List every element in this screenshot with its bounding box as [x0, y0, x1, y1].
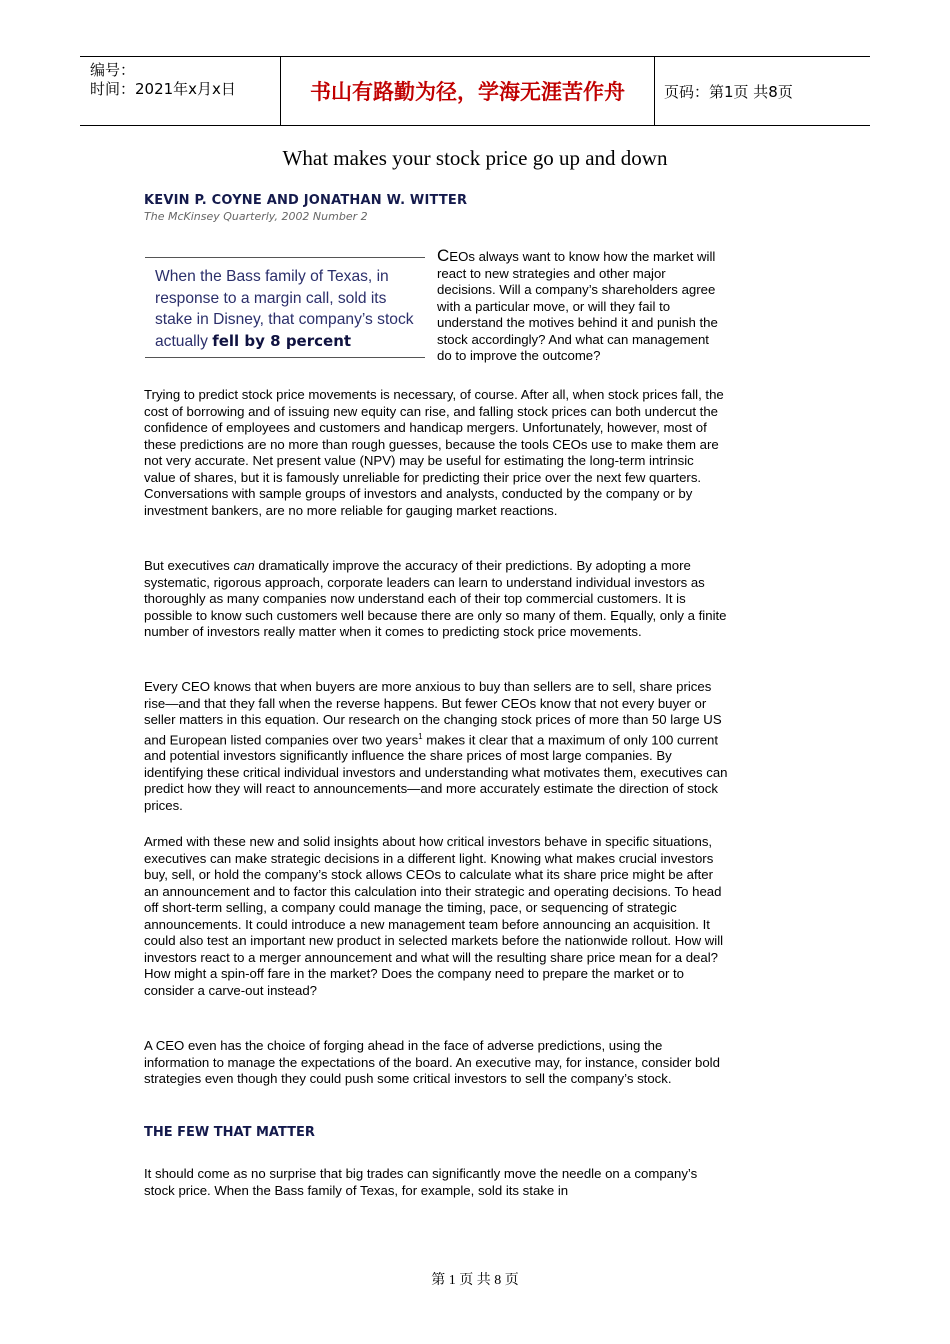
header-table	[80, 56, 870, 126]
section-heading: THE FEW THAT MATTER	[144, 1125, 315, 1140]
page-footer: 第 1 页 共 8 页	[431, 1273, 519, 1288]
p2-emphasis: can	[233, 558, 255, 573]
drop-cap: C	[437, 246, 450, 265]
intro-text: EOs always want to know how the market will react to new strategies and other major decisions. Will a company’s shareholders agree with a particular move, or will they fail to understand the motives behind it and punish the stock accordingly? And what can management do to improve the outcome?	[437, 249, 718, 363]
pull-quote-emphasis: fell by 8 percent	[212, 331, 352, 350]
body-paragraph: Trying to predict stock price movements is necessary, of course. After all, when stock prices fall, the cost of borrowing and of issuing new equity can rise, and falling stock prices can both undercut the confidence of employees and customers and handicap mergers. Unfortunately, however, most of these predictions are no more than rough guesses, because the tools CEOs use to make them are not very accurate. Net present value (NPV) may be useful for estimating the long-term intrinsic value of shares, but it is famously unreliable for predicting their price over the next few quarters. Conversations with sample groups of investors and analysts, conducted by the company or by investment bankers, are no more reliable for gauging market reactions.	[144, 387, 724, 518]
article-authors: KEVIN P. COYNE AND JONATHAN W. WITTER	[144, 193, 468, 208]
body-paragraph: Armed with these new and solid insights about how critical investors behave in specific situations, executives can make strategic decisions in a different light. Knowing what makes crucial investors buy, sell, or hold the company’s stock allows CEOs to calculate what its share price might be after an announcement and to factor this calculation into their strategic and operating decisions. To head off short-term selling, a company could manage the timing, pace, or sequencing of strategic announcements. It could introduce a new management team before announcing an acquisition. It could also test an important new product in selected markets before the nationwide rollout. How will investors react to a merger announcement and what will the resulting share price mean for a deal? How might a spin-off fare in the market? Does the company need to prepare the market or to consider a carve-out instead?	[144, 834, 724, 998]
pull-quote-body: When the Bass family of Texas, in response to a margin call, sold its stake in Disney, that company’s stock actually	[155, 268, 414, 350]
pull-quote	[145, 257, 425, 358]
body-paragraph: It should come as no surprise that big trades can significantly move the needle on a company’s stock price. When the Bass family of Texas, for example, sold its stake in	[144, 1166, 698, 1198]
footnote-marker: 1	[418, 731, 423, 741]
header-motto: 书山有路勤为径，学海无涯苦作舟	[310, 80, 625, 104]
p3-start: Every CEO knows that when buyers are more anxious to buy than sellers are to sell, share prices rise—and that they fall when the reverse happens. But fewer CEOs know that not every buyer or seller matters in this equation. Our research on the changing stock prices of more than 50 large US and European listed companies over two years	[144, 679, 722, 747]
body-paragraph	[144, 679, 728, 814]
number-label: 编号：	[90, 61, 136, 79]
header-meta	[90, 61, 236, 99]
intro-paragraph	[437, 248, 727, 365]
p2-start: But executives	[144, 558, 234, 573]
article-title: What makes your stock price go up and down	[282, 146, 668, 170]
header-page-label: 页码：第1页 共8页	[664, 83, 793, 101]
time-label: 时间：2021年x月x日	[90, 80, 236, 98]
body-paragraph	[144, 558, 728, 641]
article-source: The McKinsey Quarterly, 2002 Number 2	[144, 210, 368, 223]
p2-rest: dramatically improve the accuracy of their predictions. By adopting a more systematic, rigorous approach, corporate leaders can learn to understand individual investors as thoroughly as many companies now understand each of their top commercial customers. It is possible to know such customers well because there are only so many of them. Equally, only a finite number of investors really matter when it comes to predicting stock price movements.	[144, 558, 727, 639]
pull-quote-text	[155, 266, 417, 352]
header-divider	[654, 57, 655, 125]
p3-rest: makes it clear that a maximum of only 100 current and potential investors significantly influence the share prices of most large companies. By identifying these critical individual investors and understanding what motivates them, executives can predict how they will react to announcements—and more accurately estimate the direction of stock prices.	[144, 731, 728, 813]
body-paragraph: A CEO even has the choice of forging ahead in the face of adverse predictions, using the information to manage the expectations of the board. An executive may, for instance, consider bold strategies even though they could push some critical investors to sell the company’s stock.	[144, 1038, 720, 1086]
